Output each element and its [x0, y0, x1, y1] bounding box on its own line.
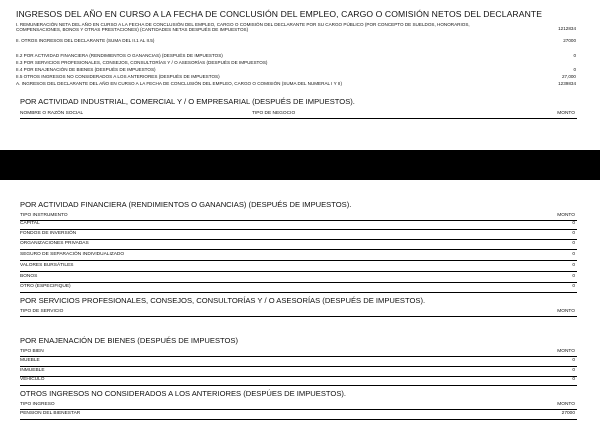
- row-remuneracion-neta: [16, 22, 576, 34]
- row-value: 0: [572, 221, 575, 226]
- header-monto: MONTO: [557, 111, 575, 116]
- row-value: 27000: [561, 411, 575, 416]
- row-otros-ingresos: [16, 38, 576, 44]
- header-monto: MONTO: [557, 309, 575, 314]
- row-label: ORGANIZACIONES PRIVADAS: [20, 241, 89, 246]
- table-row: [20, 220, 577, 230]
- row-label: FONDOS DE INVERSIÓN: [20, 231, 77, 236]
- header-nombre: NOMBRE O RAZÓN SOCIAL: [20, 111, 84, 116]
- row-servicios-profesionales: [16, 60, 576, 66]
- row-value: 0: [572, 274, 575, 279]
- header-tipo-servicio: TIPO DE SERVICIO: [20, 309, 64, 314]
- table-header-servicios: [20, 309, 577, 317]
- row-label: OTRO (ESPECIFIQUE): [20, 284, 71, 289]
- row-label: II.3 POR SERVICIOS PROFESIONALES, CONSEJOS, CONSULTORÍAS Y / O ASESORÍAS (DESPUÉS DE IMPUESTOS): [16, 60, 268, 65]
- row-actividad-financiera: [16, 53, 576, 59]
- row-value: 0: [572, 284, 575, 289]
- section-title-servicios: POR SERVICIOS PROFESIONALES, CONSEJOS, CONSULTORÍAS Y / O ASESORÍAS (DESPUÉS DE IMPUESTOS).: [20, 296, 426, 305]
- row-value: 0: [572, 252, 575, 257]
- table-row: [20, 240, 577, 250]
- header-tipo-bien: TIPO BIEN: [20, 349, 44, 354]
- row-value: 0: [572, 231, 575, 236]
- row-value: 27000: [563, 38, 576, 43]
- row-otros-no-considerados: [16, 74, 576, 80]
- row-total-ingresos: [16, 81, 576, 87]
- row-value: 0: [573, 53, 576, 58]
- table-row: [20, 357, 577, 367]
- section-title-enajenacion: POR ENAJENACIÓN DE BIENES (DESPUÉS DE IMPUESTOS): [20, 336, 239, 345]
- row-label: INMUEBLE: [20, 368, 45, 373]
- table-row: [20, 230, 577, 240]
- row-label: SEGURO DE SEPARACIÓN INDIVIDUALIZADO: [20, 252, 125, 257]
- row-value: 0: [573, 67, 576, 72]
- header-tipo-negocio: TIPO DE NEGOCIO: [252, 111, 296, 116]
- row-label: VALORES BURSÁTILES: [20, 263, 74, 268]
- row-enajenacion: [16, 67, 576, 73]
- table-header-otros: [20, 402, 577, 410]
- header-monto: MONTO: [557, 402, 575, 407]
- table-header-bienes: [20, 349, 577, 357]
- row-label: II.2 POR ACTIVIDAD FINANCIERA (RENDIMIENTOS O GANANCIAS) (DESPUÉS DE IMPUESTOS): [16, 53, 223, 58]
- document-page-2: [0, 180, 600, 432]
- header-tipo-instrumento: TIPO INSTRUMENTO: [20, 213, 68, 218]
- header-monto: MONTO: [557, 213, 575, 218]
- row-value: 0: [572, 263, 575, 268]
- table-row: [20, 410, 577, 420]
- row-value: 0: [572, 241, 575, 246]
- table-row: [20, 376, 577, 386]
- section-title-otros: OTROS INGRESOS NO CONSIDERADOS A LOS ANTERIORES (DESPÚES DE IMPUESTOS).: [20, 389, 347, 398]
- row-value: 1239834: [558, 81, 576, 86]
- row-value: 1212834: [558, 26, 576, 31]
- row-value: 0: [572, 358, 575, 363]
- row-label: PENSION DEL BIENESTAR: [20, 411, 81, 416]
- header-tipo-ingreso: TIPO INGRESO: [20, 402, 55, 407]
- row-value: 0: [572, 377, 575, 382]
- section-title-financiera: POR ACTIVIDAD FINANCIERA (RENDIMIENTOS O GANANCIAS) (DESPUÉS DE IMPUESTOS).: [20, 200, 352, 209]
- row-label: I. REMUNERACIÓN NETA DEL AÑO EN CURSO A LA FECHA DE CONCLUSIÓN DEL EMPLEO, CARGO O COMISIÓN DEL DECLARANTE POR SU CARGO PÚBLICO (POR CONCEPTO DE SUELDOS, HONORARIOS, COMPENSACIONES, BONOS Y OTRAS PRESTACIONES) (CANTIDADES NETAS DESPUÉS DE IMPUESTOS): [16, 22, 470, 33]
- document-page-1: [0, 0, 600, 150]
- page-separator: [0, 150, 600, 180]
- row-label: II. OTROS INGRESOS DEL DECLARANTE (SUMA DEL II.1 AL II.5): [16, 38, 155, 43]
- row-label: BONOS: [20, 274, 38, 279]
- page-title: INGRESOS DEL AÑO EN CURSO A LA FECHA DE CONCLUSIÓN DEL EMPLEO, CARGO O COMISIÓN NETOS DEL DECLARANTE: [16, 9, 543, 19]
- row-value: 27,000: [561, 74, 576, 79]
- row-value: 0: [572, 368, 575, 373]
- table-header-industrial: [20, 111, 577, 119]
- table-row: [20, 273, 577, 283]
- row-label: II.4 POR ENAJENACIÓN DE BIENES (DESPUÉS DE IMPUESTOS): [16, 67, 156, 72]
- row-label: II.5 OTROS INGRESOS NO CONSIDERADOS A LOS ANTERIORES (DESPUÉS DE IMPUESTOS): [16, 74, 220, 79]
- table-row: [20, 251, 577, 261]
- header-monto: MONTO: [557, 349, 575, 354]
- row-label: CAPITAL: [20, 221, 40, 226]
- section-title-industrial: POR ACTIVIDAD INDUSTRIAL, COMERCIAL Y / O EMPRESARIAL (DESPUÉS DE IMPUESTOS).: [20, 97, 355, 106]
- table-row: [20, 283, 577, 293]
- row-label: VEHÍCULO: [20, 377, 45, 382]
- table-row: [20, 262, 577, 272]
- row-label: A. INGRESOS DEL DECLARANTE DEL AÑO EN CURSO A LA FECHA DE CONCLUSIÓN DEL EMPLEO, CARGO O COMISIÓN (SUMA DEL NUMERAL I Y II): [16, 81, 342, 86]
- row-label: MUEBLE: [20, 358, 40, 363]
